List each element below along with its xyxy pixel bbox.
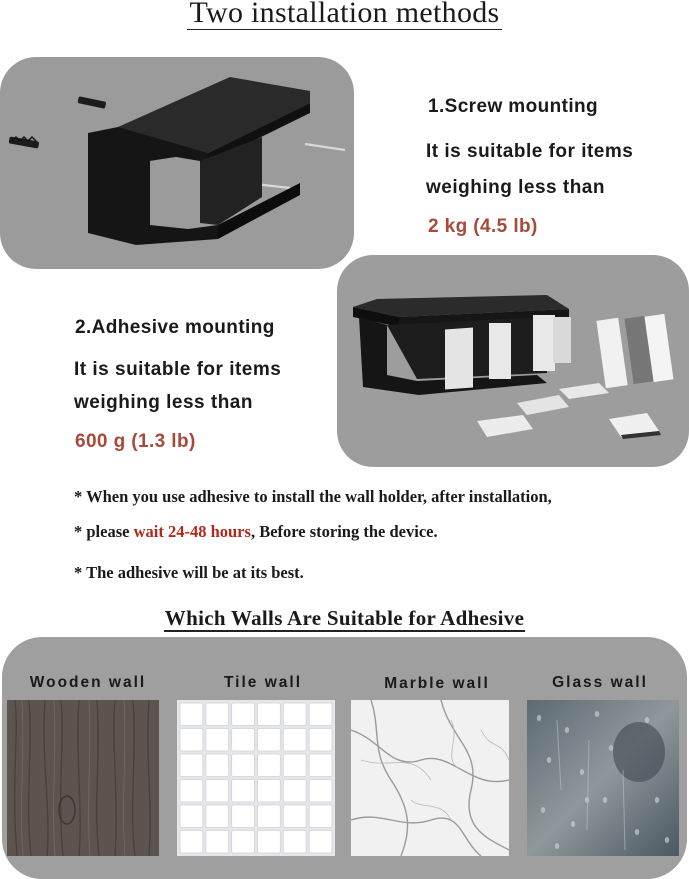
page-title xyxy=(0,0,689,30)
wood-texture-icon xyxy=(7,700,159,856)
screw-line2: weighing less than xyxy=(426,177,605,198)
note-2-highlight: wait 24-48 hours xyxy=(133,522,251,541)
adhesive-line1: It is suitable for items xyxy=(74,359,282,380)
note-2-post: , Before storing the device. xyxy=(250,522,438,541)
page-title-text: Two installation methods xyxy=(187,0,501,30)
shelf-adhesive-illustration xyxy=(337,255,689,467)
adhesive-heading: 2.Adhesive mounting xyxy=(75,317,275,338)
adhesive-line2: weighing less than xyxy=(74,392,253,413)
walls-heading xyxy=(0,606,689,631)
note-3: * The adhesive will be at its best. xyxy=(74,563,304,582)
wall-label-tile: Tile wall xyxy=(223,674,303,691)
tile-texture-icon xyxy=(177,700,335,856)
note-2 xyxy=(74,522,438,542)
adhesive-weight-limit: 600 g (1.3 lb) xyxy=(75,431,196,452)
marble-texture-icon xyxy=(351,700,509,856)
note-1: * When you use adhesive to install the wall holder, after installation, xyxy=(74,487,552,506)
black-shelf-icon xyxy=(88,77,310,245)
wall-label-marble: Marble wall xyxy=(384,675,490,692)
note-2-pre: * please xyxy=(74,522,134,541)
walls-heading-text: Which Walls Are Suitable for Adhesive xyxy=(164,606,525,630)
screw-heading: 1.Screw mounting xyxy=(428,96,599,117)
adhesive-mounting-image xyxy=(337,255,689,467)
wall-label-glass: Glass wall xyxy=(552,674,648,691)
screw-weight-limit: 2 kg (4.5 lb) xyxy=(428,216,538,237)
shelf-screw-illustration xyxy=(0,57,354,269)
screw-line1: It is suitable for items xyxy=(426,141,634,162)
wall-label-wood: Wooden wall xyxy=(29,674,147,691)
glass-texture-icon xyxy=(527,700,679,856)
screw-mounting-image xyxy=(0,57,354,269)
